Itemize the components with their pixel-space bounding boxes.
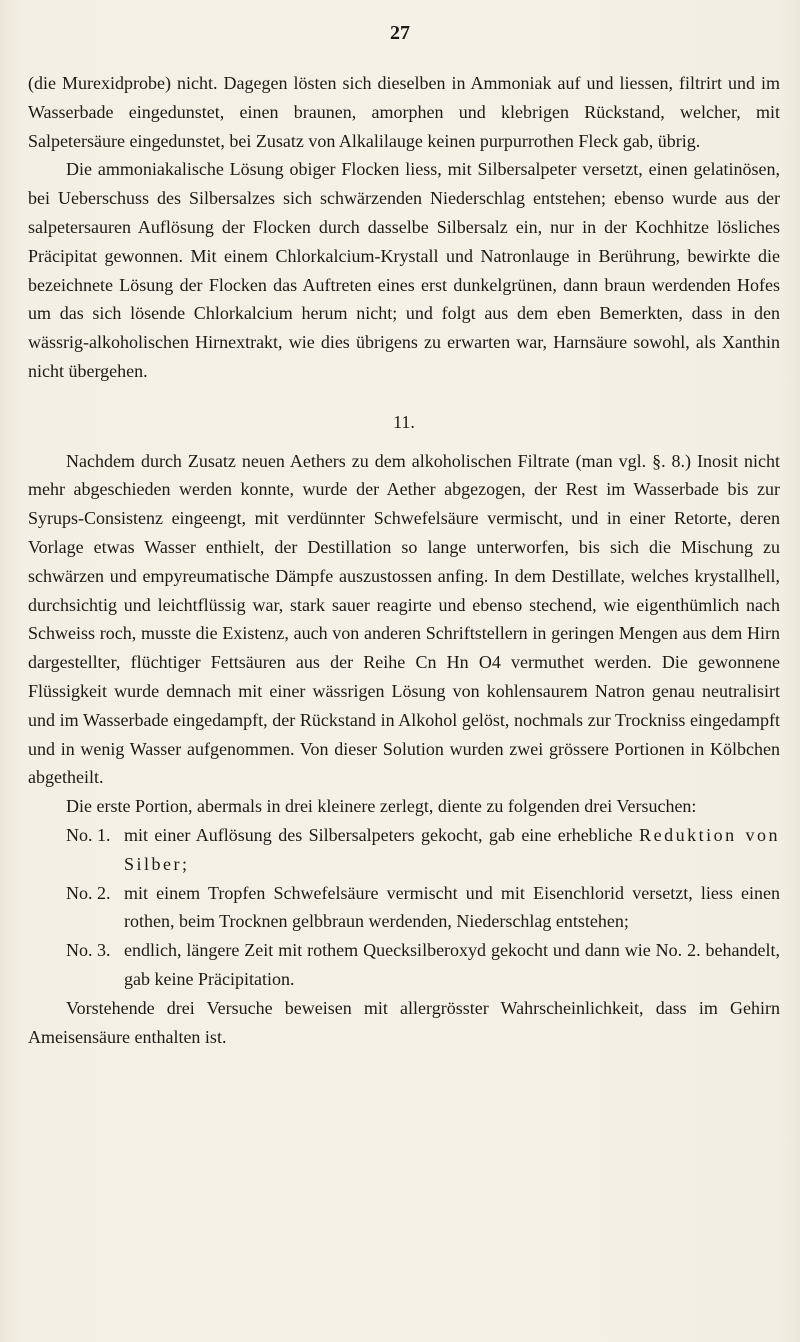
list-item-number: No. 3.: [66, 940, 111, 961]
list-item-text: mit einem Tropfen Schwefelsäure vermischt und mit Eisenchlorid versetzt, liess einen rothen, beim Trocknen gelbbraun werdenden, Niederschlag entstehen;: [124, 882, 780, 932]
list-item: [66, 821, 780, 879]
emphasis-reduktion: Reduktion von Silber: [124, 824, 780, 874]
list-item: [66, 879, 780, 937]
list-item-text-before: mit einer Auflösung des Silbersalpeters gekocht, gab eine erhebliche: [124, 824, 640, 845]
list-item: [66, 936, 780, 994]
paragraph-first-portion: Die erste Portion, abermals in drei kleinere zerlegt, diente zu folgenden drei Versuchen:: [66, 796, 697, 817]
list-item-text: [124, 821, 780, 879]
paragraph-ammonia-solution: Die ammoniakalische Lösung obiger Flocken liess, mit Silbersalpeter versetzt, einen gelatinösen, bei Ueberschuss des Silbersalzes sich schwärzenden Niederschlag entstehen; ebenso wurde aus der salpetersauren Auflösung der Flocken durch dasselbe Silbersalz ein, nur in der Kochhitze lösliches Präcipitat gewonnen. Mit einem Chlorkalcium-Krystall und Natronlauge in Berührung, bewirkte die bezeichnete Lösung der Flocken das Auftreten eines erst dunkelgrünen, dann braun werdenden Hofes um das sich lösende Chlorkalcium herum nicht; und folgt aus dem eben Bemerkten, dass in den wässrig-alkoholischen Hirnextrakt, wie dies übrigens zu erwarten war, Harnsäure sowohl, als Xanthin nicht übergehen.: [28, 159, 780, 381]
paragraph-distillation: Nachdem durch Zusatz neuen Aethers zu dem alkoholischen Filtrate (man vgl. §. 8.) Inosit nicht mehr abgeschieden werden konnte, wurde der Aether abgezogen, der Rest im Wasserbade bis zur Syrups-Consistenz eingeengt, mit verdünnter Schwefelsäure vermischt, und in einer Retorte, deren Vorlage etwas Wasser enthielt, der Destillation so lange unterworfen, bis sich die Mischung zu schwärzen und empyreumatische Dämpfe auszustossen anfing. In dem Destillate, welches krystallhell, durchsichtig und leichtflüssig war, stark sauer reagirte und ebenso stechend, wie eigenthümlich nach Schweiss roch, musste die Existenz, auch von anderen Schriftstellern in geringen Mengen aus dem Hirn dargestellter, flüchtiger Fettsäuren aus der Reihe Cn Hn O4 vermuthet werden. Die gewonnene Flüssigkeit wurde demnach mit einer wässrigen Lösung von kohlensaurem Natron genau neutralisirt und im Wasserbade eingedampft, der Rückstand in Alkohol gelöst, nochmals zur Trockniss eingedampft und in wenig Wasser aufgenommen. Von dieser Solution wurden zwei grössere Portionen in Kölbchen abgetheilt.: [28, 450, 780, 788]
list-item-text-after: ;: [182, 853, 188, 874]
list-item-number: No. 1.: [66, 824, 111, 845]
body-text: [28, 69, 780, 1051]
paragraph-conclusion: Vorstehende drei Versuche beweisen mit allergrösster Wahrscheinlichkeit, dass im Gehirn Ameisensäure enthalten ist.: [28, 997, 780, 1047]
page-number: 27: [390, 22, 410, 44]
list-item-text: endlich, längere Zeit mit rothem Quecksilberoxyd gekocht und dann wie No. 2. behandelt, gab keine Präcipitation.: [124, 940, 780, 989]
paragraph-continuation: (die Murexidprobe) nicht. Dagegen lösten sich dieselben in Ammoniak auf und liessen, filtrirt und im Wasserbade eingedunstet, einen braunen, amorphen und klebrigen Rückstand, welcher, mit Salpetersäure eingedunstet, bei Zusatz von Alkalilauge keinen purpurrothen Fleck gab, übrig.: [28, 73, 780, 151]
list-item-number: No. 2.: [66, 882, 111, 903]
section-heading: 11.: [393, 411, 415, 432]
